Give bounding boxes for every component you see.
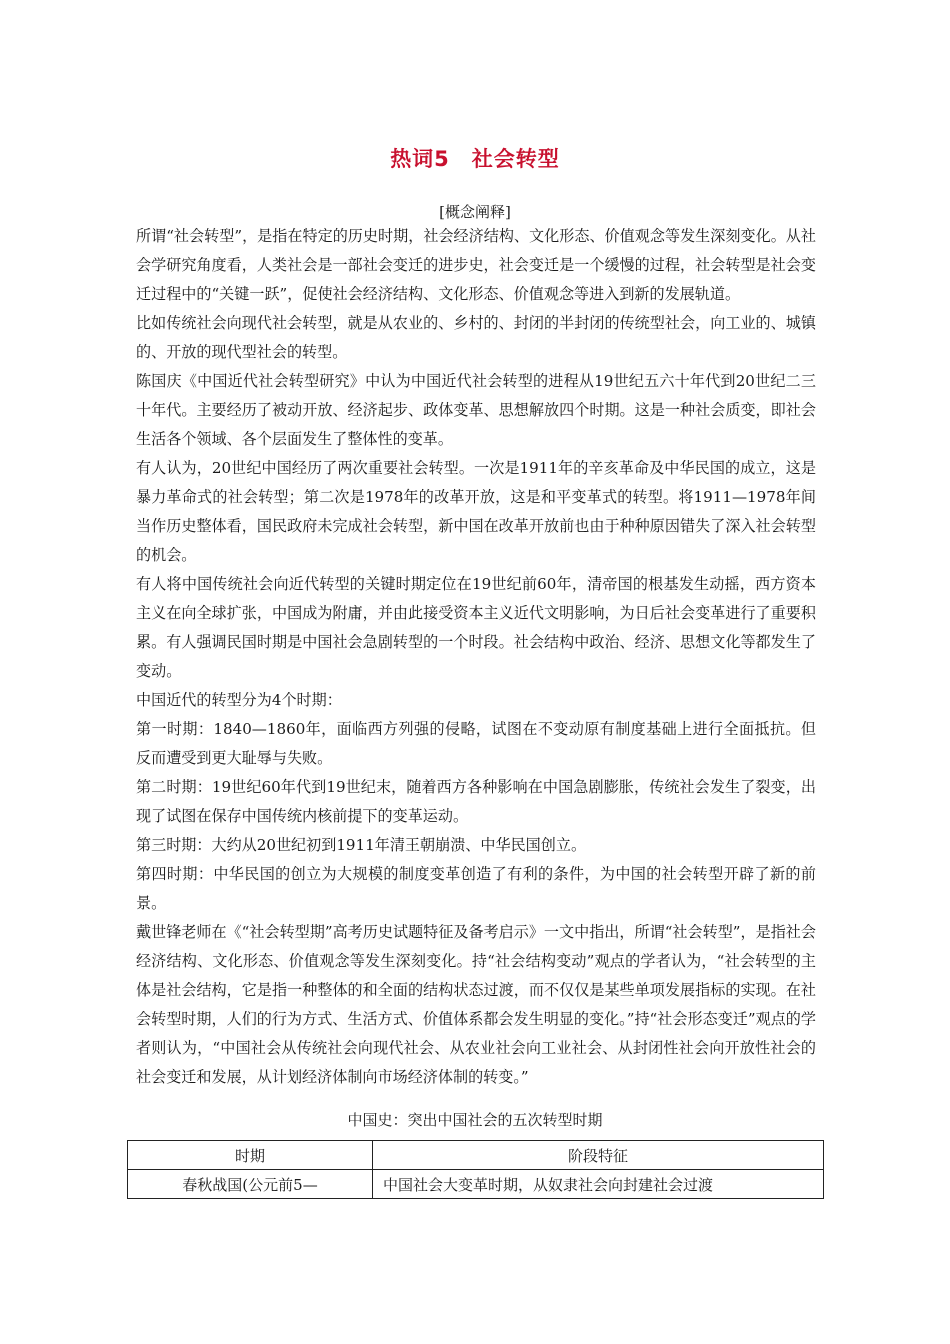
table-caption: 中国史：突出中国社会的五次转型时期	[347, 1111, 603, 1129]
cell-period: 春秋战国(公元前5—	[128, 1170, 373, 1199]
column-header-feature: 阶段特征	[373, 1141, 824, 1170]
paragraph: 第二时期：19世纪60年代到19世纪末，随着西方各种影响在中国急剧膨胀，传统社会发生了裂变，出现了试图在保存中国传统内核前提下的变革运动。	[136, 778, 816, 825]
column-header-period: 时期	[128, 1141, 373, 1170]
paragraph: 第三时期：大约从20世纪初到1911年清王朝崩溃、中华民国创立。	[136, 836, 587, 854]
cell-feature: 中国社会大变革时期，从奴隶社会向封建社会过渡	[373, 1170, 824, 1199]
paragraph: 有人认为，20世纪中国经历了两次重要社会转型。一次是1911年的辛亥革命及中华民国的成立，这是暴力革命式的社会转型；第二次是1978年的改革开放，这是和平变革式的转型。将1911—1978年间当作历史整体看，国民政府未完成社会转型，新中国在改革开放前也由于种种原因错失了深入社会转型的机会。	[136, 459, 816, 564]
paragraph: 陈国庆《中国近代社会转型研究》中认为中国近代社会转型的进程从19世纪五六十年代到20世纪二三十年代。主要经历了被动开放、经济起步、政体变革、思想解放四个时期。这是一种社会质变，即社会生活各个领域、各个层面发生了整体性的变革。	[136, 372, 816, 448]
paragraph: 中国近代的转型分为4个时期：	[136, 691, 342, 709]
paragraph: 第四时期：中华民国的创立为大规模的制度变革创造了有利的条件，为中国的社会转型开辟了新的前景。	[136, 865, 816, 912]
paragraph: 第一时期：1840—1860年，面临西方列强的侵略，试图在不变动原有制度基础上进行全面抵抗。但反而遭受到更大耻辱与失败。	[136, 720, 816, 767]
body-text	[136, 222, 816, 1092]
page-title: 热词5 社会转型	[390, 147, 560, 171]
table-header-row	[128, 1141, 824, 1170]
paragraph: 戴世锋老师在《“社会转型期”高考历史试题特征及备考启示》一文中指出，所谓“社会转型”，是指社会经济结构、文化形态、价值观念等发生深刻变化。持“社会结构变动”观点的学者认为，“社会转型的主体是社会结构，它是指一种整体的和全面的结构状态过渡，而不仅仅是某些单项发展指标的实现。在社会转型时期，人们的行为方式、生活方式、价值体系都会发生明显的变化。”持“社会形态变迁”观点的学者则认为，“中国社会从传统社会向现代社会、从农业社会向工业社会、从封闭性社会向开放性社会的社会变迁和发展，从计划经济体制向市场经济体制的转变。”	[136, 923, 816, 1086]
transition-periods-table	[127, 1140, 824, 1199]
paragraph: 有人将中国传统社会向近代转型的关键时期定位在19世纪前60年，清帝国的根基发生动摇，西方资本主义在向全球扩张，中国成为附庸，并由此接受资本主义近代文明影响，为日后社会变革进行了重要积累。有人强调民国时期是中国社会急剧转型的一个时段。社会结构中政治、经济、思想文化等都发生了变动。	[136, 575, 816, 680]
section-label: [概念阐释]	[439, 203, 511, 221]
table-row	[128, 1170, 824, 1199]
paragraph: 比如传统社会向现代社会转型，就是从农业的、乡村的、封闭的半封闭的传统型社会，向工业的、城镇的、开放的现代型社会的转型。	[136, 314, 816, 361]
paragraph: 所谓“社会转型”，是指在特定的历史时期，社会经济结构、文化形态、价值观念等发生深刻变化。从社会学研究角度看，人类社会是一部社会变迁的进步史，社会变迁是一个缓慢的过程，社会转型是社会变迁过程中的“关键一跃”，促使社会经济结构、文化形态、价值观念等进入到新的发展轨道。	[136, 227, 816, 303]
